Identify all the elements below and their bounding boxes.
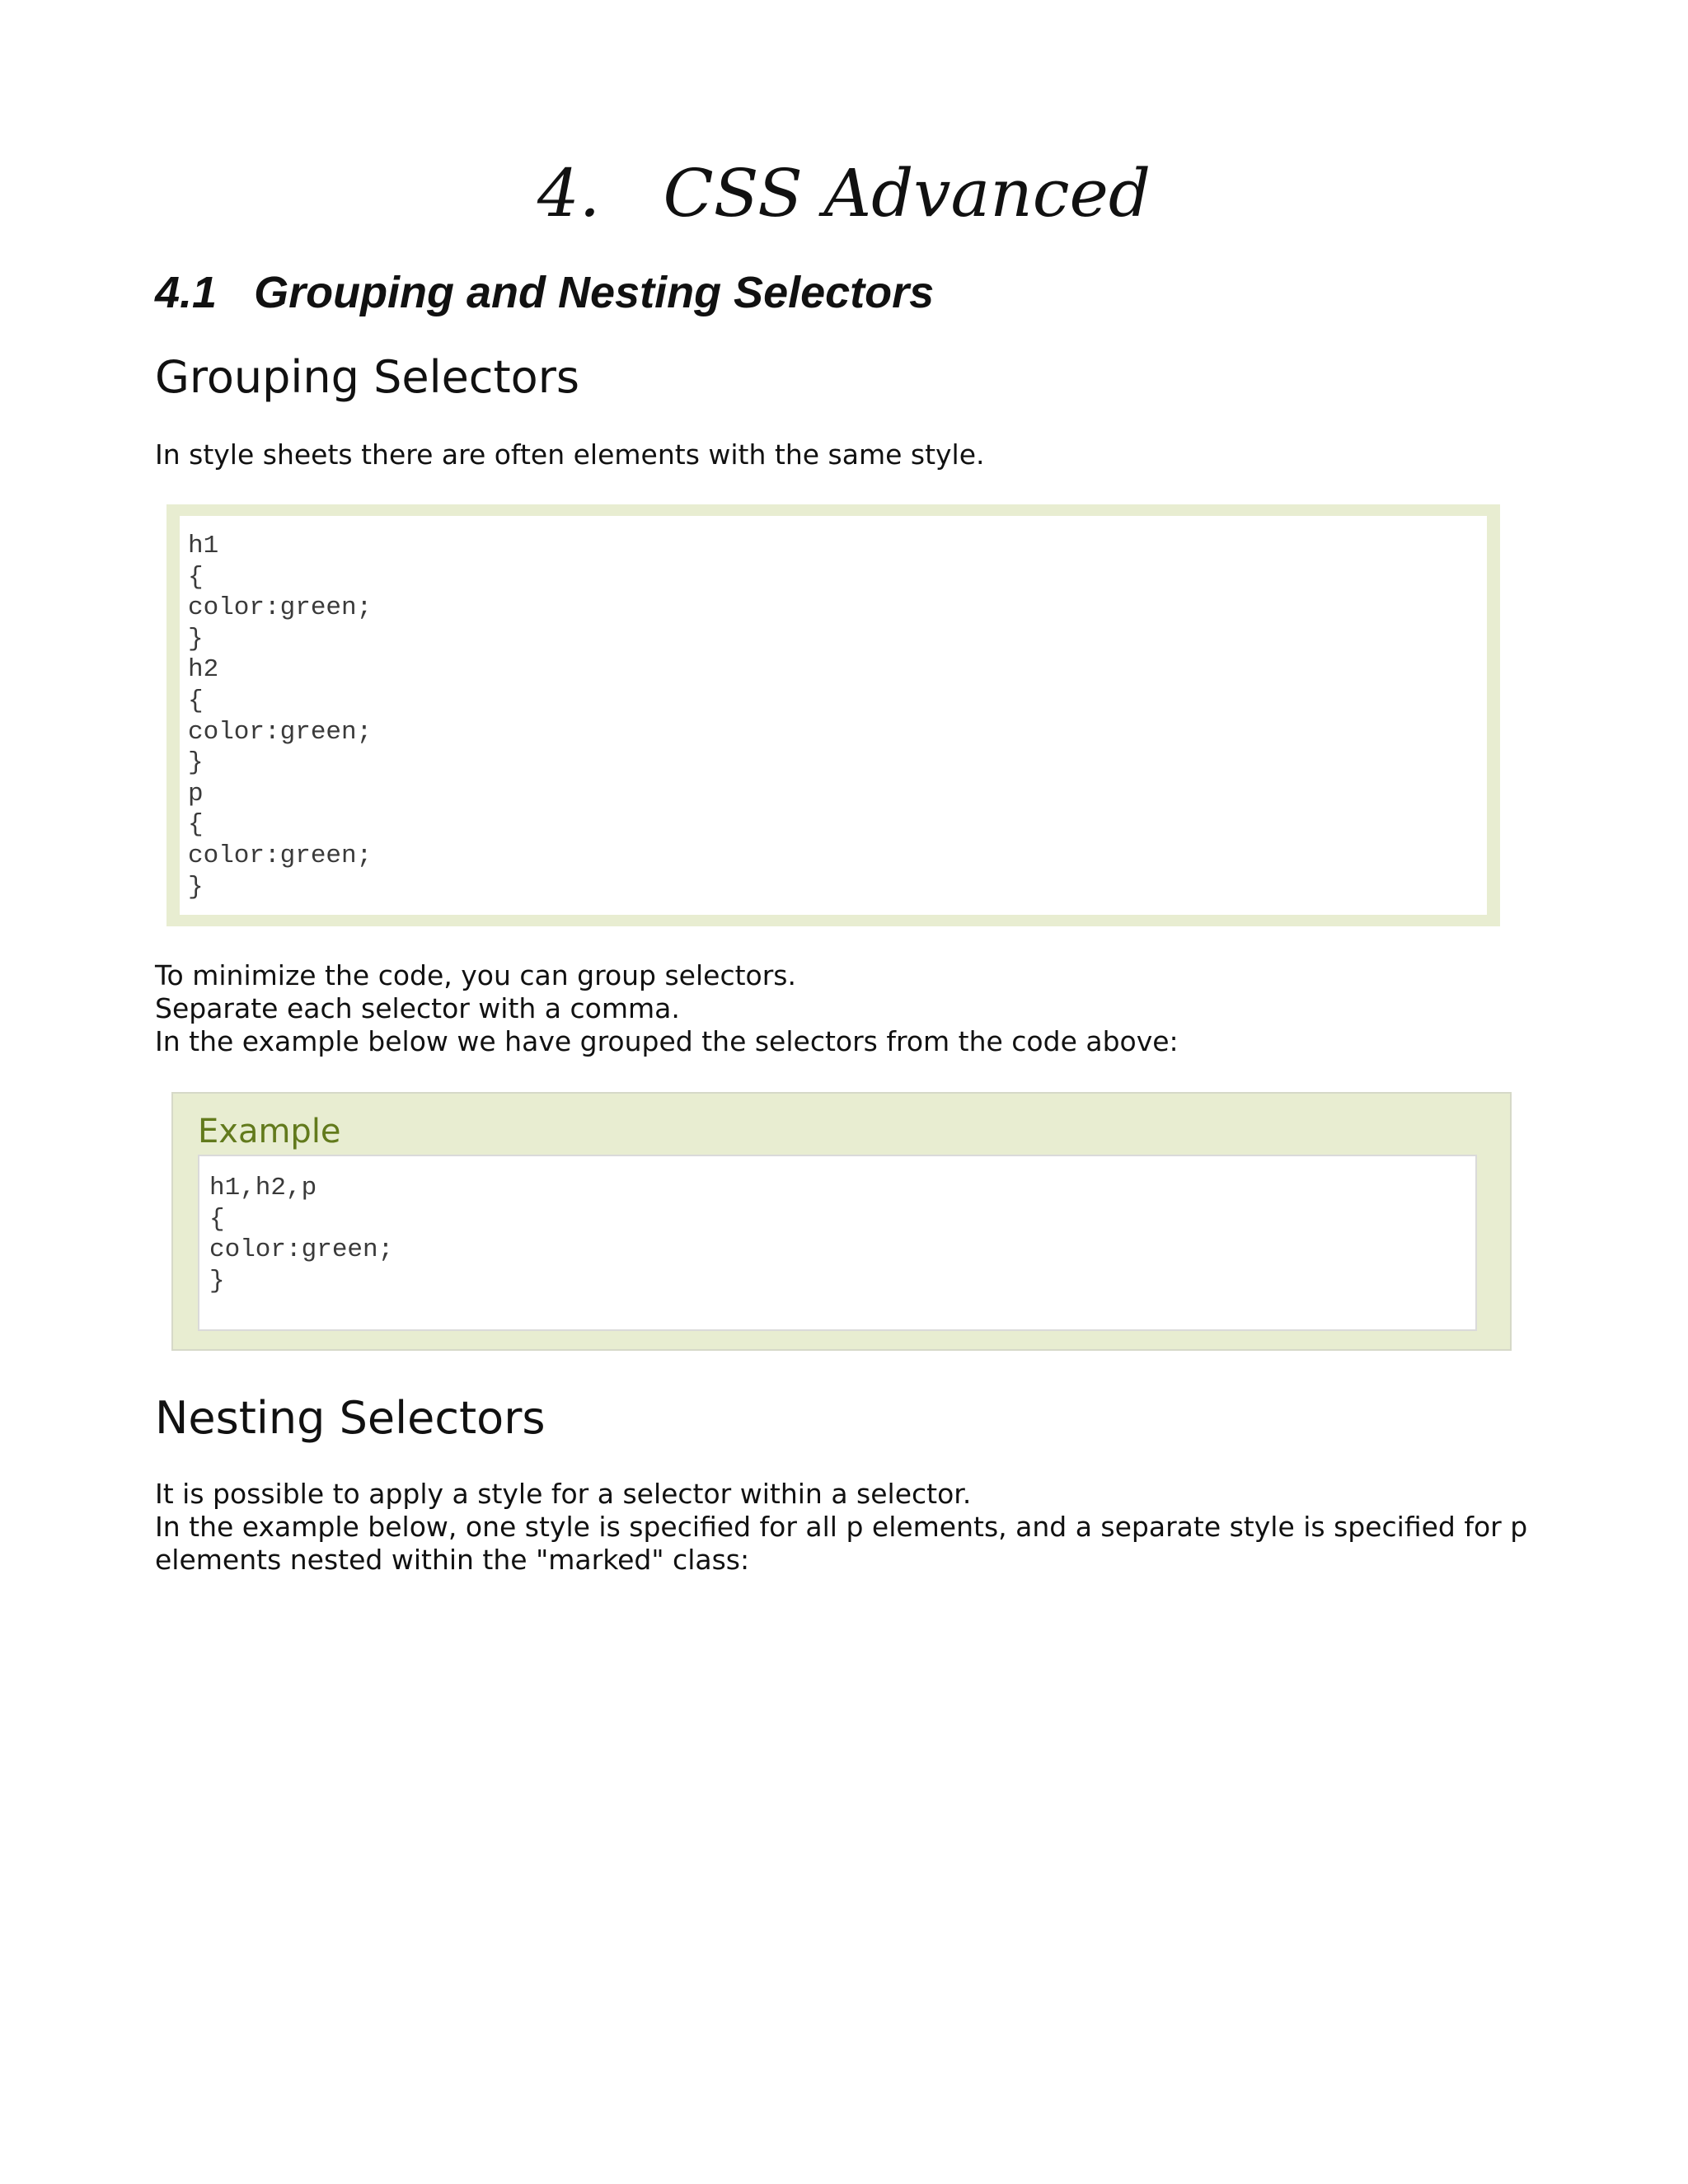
nesting-paragraph: It is possible to apply a style for a selector within a selector. <box>155 1478 972 1510</box>
explanation-line: To minimize the code, you can group selectors. <box>155 959 796 991</box>
section-title: 4.1 Grouping and Nesting Selectors <box>155 268 935 317</box>
grouped-code-sample: h1,h2,p { color:green; } <box>209 1174 394 1296</box>
grouping-intro-paragraph: In style sheets there are often elements with the same style. <box>155 438 985 471</box>
example-box <box>171 1092 1512 1351</box>
nesting-paragraph: In the example below, one style is specified for all p elements, and a separate style is specified for p elements nested within the "marked" class: <box>155 1511 1528 1576</box>
explanation-line: Separate each selector with a comma. <box>155 992 680 1024</box>
code-sample-panel <box>180 516 1487 915</box>
grouping-selectors-heading: Grouping Selectors <box>155 351 580 403</box>
nesting-description <box>155 1478 1540 1577</box>
grouping-explanation <box>155 959 1540 1058</box>
example-code-panel <box>198 1155 1477 1331</box>
code-sample-frame <box>166 504 1500 926</box>
nesting-selectors-heading: Nesting Selectors <box>155 1392 546 1444</box>
example-title: Example <box>198 1113 341 1151</box>
chapter-title: 4. CSS Advanced <box>537 155 1151 232</box>
ungrouped-code-sample: h1 { color:green; } h2 { color:green; } p { color:green; } <box>188 532 373 902</box>
explanation-line: In the example below we have grouped the selectors from the code above: <box>155 1025 1179 1057</box>
